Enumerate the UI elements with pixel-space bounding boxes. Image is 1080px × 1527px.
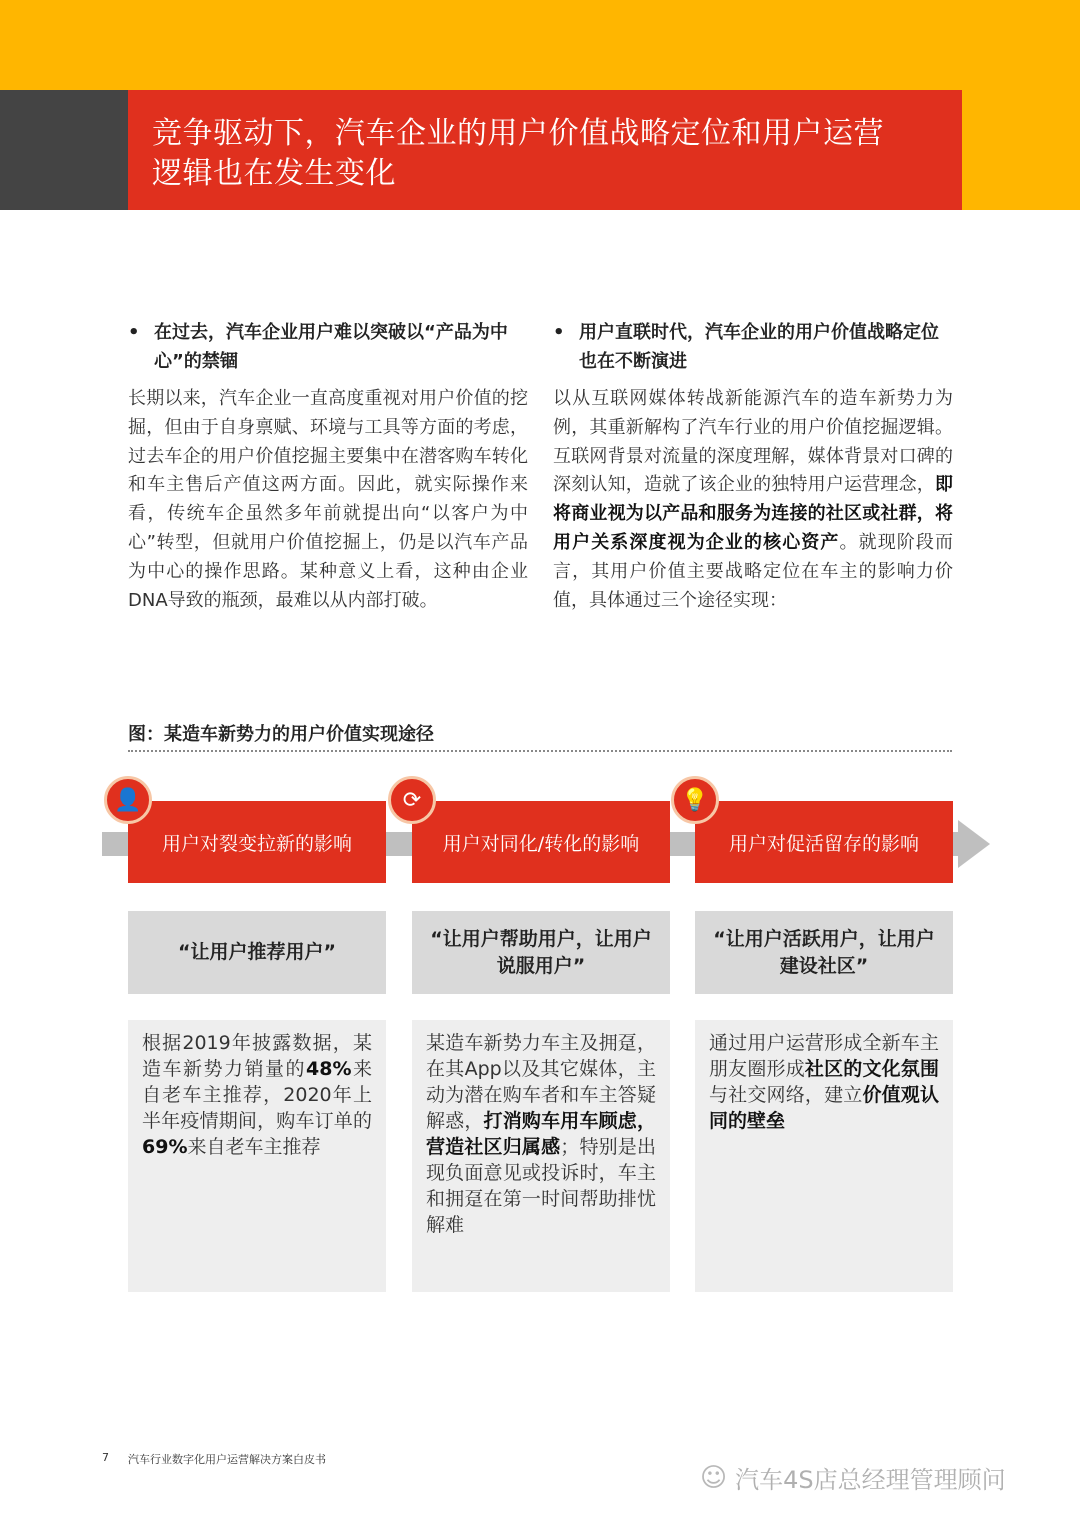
- figure-title: 图：某造车新势力的用户价值实现途径: [128, 724, 434, 745]
- stage-3-description: [695, 1020, 953, 1292]
- stage-2-desc-a: 某造车新势力车主及拥趸，在其App以及其它媒体，主动为潜在购车者和车主答疑解惑，: [426, 1032, 656, 1132]
- bullet-dot: •: [128, 322, 140, 343]
- left-heading-text: 在过去，汽车企业用户难以突破以“产品为中心”的禁锢: [154, 322, 508, 372]
- stage-1-desc-d: 69%: [142, 1136, 188, 1158]
- left-heading: [128, 318, 528, 376]
- right-column: [553, 318, 953, 615]
- people-icon: 👤: [104, 776, 152, 824]
- stage-2-description: [412, 1020, 670, 1292]
- footer-doc-title: 汽车行业数字化用户运营解决方案白皮书: [128, 1453, 326, 1466]
- stage-3-desc-b: 社区的文化氛围: [804, 1058, 939, 1080]
- right-para-part1: 以从互联网媒体转战新能源汽车的造车新势力为例，其重新解构了汽车行业的用户价值挖掘逻辑。互联网背景对流量的深度理解，媒体背景对口碑的深刻认知，造就了该企业的独特用户运营理念，: [553, 388, 953, 496]
- stage-1-label: 用户对裂变拉新的影响: [128, 801, 386, 883]
- header-grey-block: [0, 90, 128, 210]
- lightbulb-icon: 💡: [671, 776, 719, 824]
- right-heading: [553, 318, 953, 376]
- stage-3-desc-a: 通过用户运营形成全新车主朋友圈形成: [709, 1032, 939, 1080]
- figure-divider: [128, 750, 952, 752]
- stage-1-quote: “让用户推荐用户”: [128, 911, 386, 994]
- stage-2-label: 用户对同化/转化的影响: [412, 801, 670, 883]
- left-paragraph: 长期以来，汽车企业一直高度重视对用户价值的挖掘，但由于自身禀赋、环境与工具等方面的考虑，过去车企的用户价值挖掘主要集中在潜客购车转化和车主售后产值这两方面。因此，就实际操作来看，传统车企虽然多年前就提出向“以客户为中心”转型，但就用户价值挖掘上，仍是以汽车产品为中心的操作思路。某种意义上看，这种由企业DNA导致的瓶颈，最难以从内部打破。: [128, 388, 528, 611]
- stage-1-desc-c: 来自老车主推荐，2020年上半年疫情期间，购车订单的: [142, 1058, 372, 1132]
- refresh-icon: ⟳: [388, 776, 436, 824]
- page-number: 7: [102, 1451, 109, 1464]
- top-band: [0, 0, 1080, 90]
- right-heading-text: 用户直联时代，汽车企业的用户价值战略定位也在不断演进: [579, 322, 939, 372]
- wechat-icon: ☺: [700, 1462, 728, 1493]
- page-title: [152, 114, 942, 194]
- stage-2-desc-b: 打消购车用车顾虑，营造社区归属感: [426, 1110, 656, 1158]
- watermark: [700, 1460, 1006, 1495]
- title-line-2: 逻辑也在发生变化: [152, 156, 396, 191]
- stage-1-description: [128, 1020, 386, 1292]
- stage-2-desc-c: ；特别是出现负面意见或投诉时，车主和拥趸在第一时间帮助排忧解难: [426, 1136, 656, 1236]
- right-paragraph: [553, 385, 953, 615]
- stage-1-desc-b: 48%: [306, 1058, 352, 1080]
- stage-1-desc-e: 来自老车主推荐: [187, 1136, 321, 1158]
- watermark-text: 汽车4S店总经理管理顾问: [735, 1466, 1006, 1494]
- stage-3-quote: “让用户活跃用户，让用户建设社区”: [695, 911, 953, 994]
- header-title-block: [128, 90, 962, 210]
- right-para-bold: 即将商业视为以产品和服务为连接的社区或社群，将用户关系深度视为企业的核心资产: [553, 474, 953, 553]
- stage-3-desc-c: 与社交网络，建立: [709, 1084, 863, 1106]
- bullet-dot: •: [553, 322, 565, 343]
- title-line-1: 竞争驱动下，汽车企业的用户价值战略定位和用户运营: [152, 116, 884, 151]
- left-column: [128, 318, 528, 615]
- stage-3-label: 用户对促活留存的影响: [695, 801, 953, 883]
- stage-2-quote: “让用户帮助用户，让用户说服用户”: [412, 911, 670, 994]
- stage-3-desc-d: 价值观认同的壁垒: [709, 1084, 939, 1132]
- process-arrow-head: [958, 820, 990, 868]
- right-para-part2: 。就现阶段而言，其用户价值主要战略定位在车主的影响力价值，具体通过三个途径实现：: [553, 531, 953, 611]
- stage-1-desc-a: 根据2019年披露数据，某造车新势力销量的: [142, 1032, 372, 1080]
